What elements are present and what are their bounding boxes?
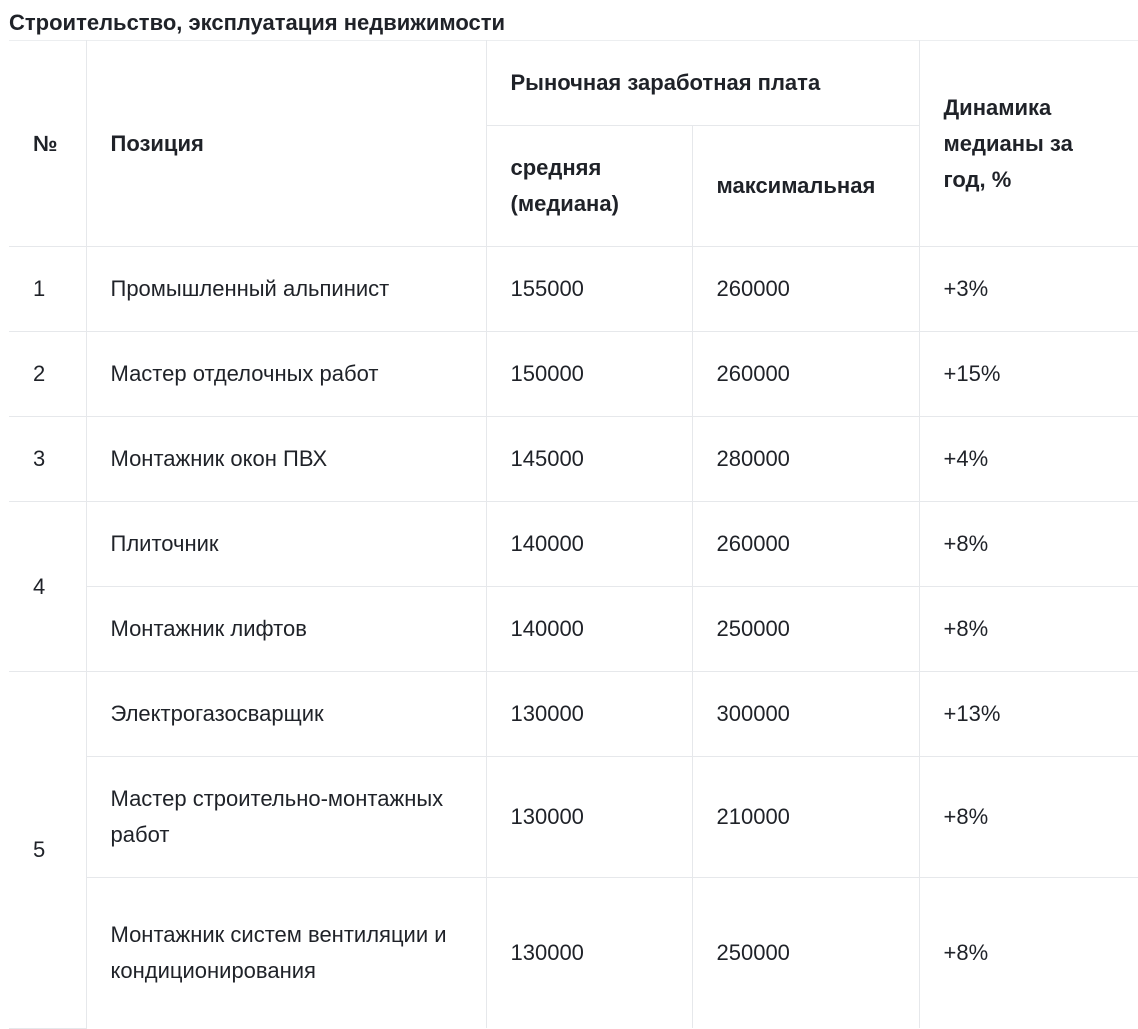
table-row xyxy=(9,332,1138,417)
table-row xyxy=(9,417,1138,502)
table-body xyxy=(9,247,1138,1029)
row-dynamics: +8% xyxy=(919,878,1138,1029)
page-title: Строительство, эксплуатация недвижимости xyxy=(9,10,506,35)
row-dynamics: +8% xyxy=(919,587,1138,672)
header-position: Позиция xyxy=(86,41,486,247)
table-header xyxy=(9,41,1138,247)
row-average: 145000 xyxy=(486,417,692,502)
row-maximum: 300000 xyxy=(692,672,919,757)
table-row xyxy=(9,878,1138,1029)
row-average: 155000 xyxy=(486,247,692,332)
row-position: Мастер отделочных работ xyxy=(86,332,486,417)
table-row xyxy=(9,757,1138,878)
header-average: средняя (медиана) xyxy=(486,126,692,247)
row-number: 3 xyxy=(9,417,86,502)
table-row xyxy=(9,672,1138,757)
header-dynamics: Динамика медианы за год, % xyxy=(919,41,1138,247)
row-position: Монтажник систем вентиляции и кондиционирования xyxy=(86,878,486,1029)
row-position: Плиточник xyxy=(86,502,486,587)
row-number: 5 xyxy=(9,672,86,1029)
row-position: Монтажник окон ПВХ xyxy=(86,417,486,502)
row-position: Монтажник лифтов xyxy=(86,587,486,672)
row-maximum: 260000 xyxy=(692,332,919,417)
row-average: 150000 xyxy=(486,332,692,417)
table-row xyxy=(9,587,1138,672)
row-number: 2 xyxy=(9,332,86,417)
table-row xyxy=(9,502,1138,587)
row-maximum: 280000 xyxy=(692,417,919,502)
salary-table xyxy=(9,40,1138,1029)
row-position: Промышленный альпинист xyxy=(86,247,486,332)
header-number: № xyxy=(9,41,86,247)
row-average: 130000 xyxy=(486,757,692,878)
row-average: 130000 xyxy=(486,672,692,757)
row-dynamics: +8% xyxy=(919,502,1138,587)
row-number: 1 xyxy=(9,247,86,332)
row-average: 140000 xyxy=(486,502,692,587)
row-dynamics: +4% xyxy=(919,417,1138,502)
header-market-salary: Рыночная заработная плата xyxy=(486,41,919,126)
row-maximum: 210000 xyxy=(692,757,919,878)
row-dynamics: +3% xyxy=(919,247,1138,332)
row-average: 130000 xyxy=(486,878,692,1029)
row-dynamics: +13% xyxy=(919,672,1138,757)
row-dynamics: +15% xyxy=(919,332,1138,417)
row-maximum: 260000 xyxy=(692,247,919,332)
row-average: 140000 xyxy=(486,587,692,672)
row-number: 4 xyxy=(9,502,86,672)
row-position: Электрогазосварщик xyxy=(86,672,486,757)
row-maximum: 260000 xyxy=(692,502,919,587)
table-row xyxy=(9,247,1138,332)
row-maximum: 250000 xyxy=(692,878,919,1029)
row-maximum: 250000 xyxy=(692,587,919,672)
row-position: Мастер строительно-монтажных работ xyxy=(86,757,486,878)
header-maximum: максимальная xyxy=(692,126,919,247)
row-dynamics: +8% xyxy=(919,757,1138,878)
